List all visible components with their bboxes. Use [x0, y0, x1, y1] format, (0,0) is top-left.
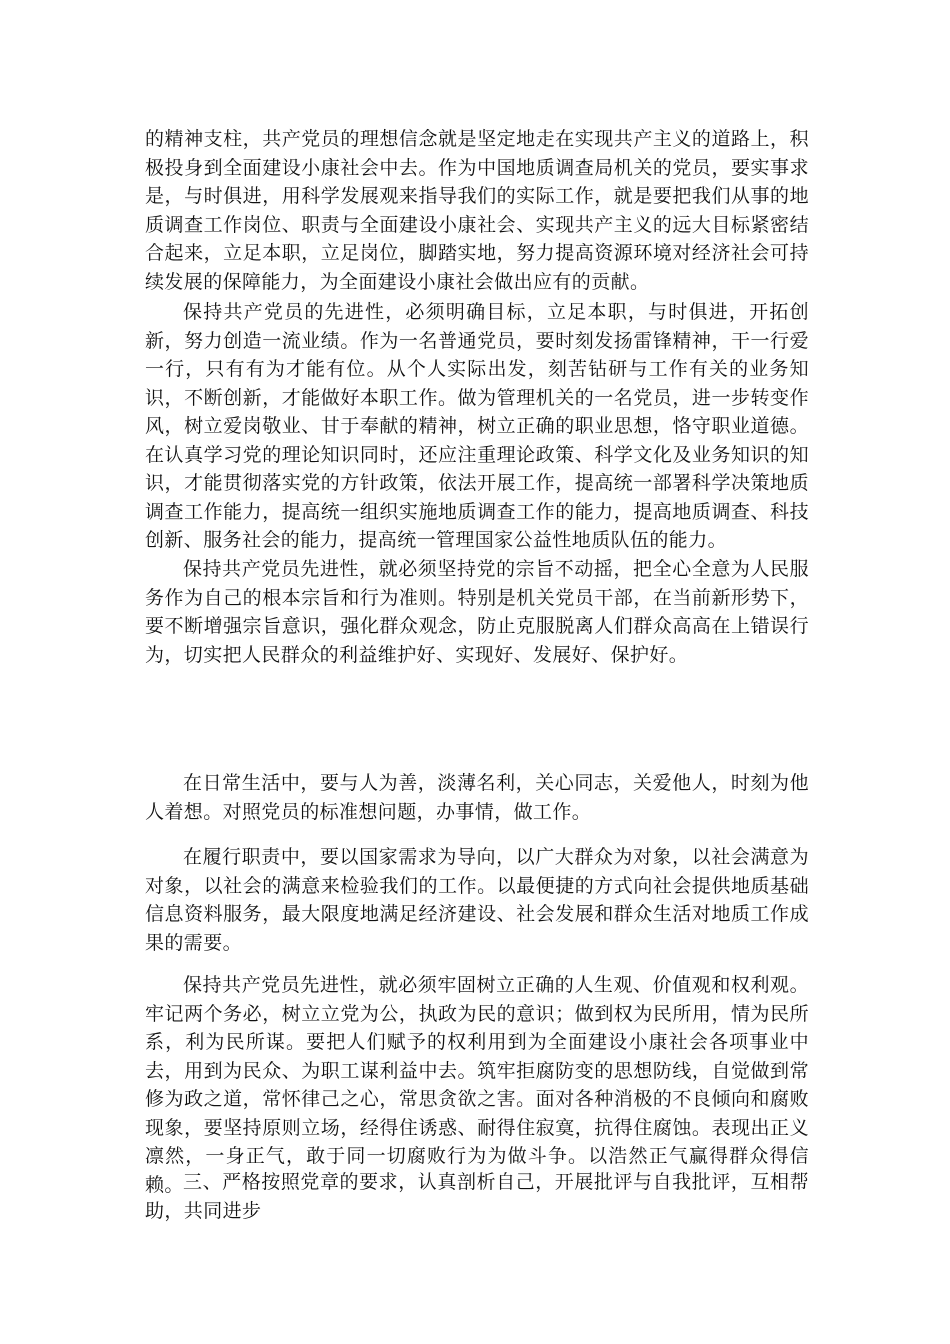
paragraph-continued: 的精神支柱，共产党员的理想信念就是坚定地走在实现共产主义的道路上，积极投身到全面建设小康社会中去。作为中国地质调查局机关的党员，要实事求是，与时俱进，用科学发展观来指导我们的实际工作，就是要把我们从事的地质调查工作岗位、职责与全面建设小康社会、实现共产主义的远大目标紧密结合起来，立足本职，立足岗位，脚踏实地，努力提高资源环境对经济社会可持续发展的保障能力，为全面建设小康社会做出应有的贡献。 [145, 128, 809, 293]
paragraph-values: 保持共产党员先进性，就必须牢固树立正确的人生观、价值观和权利观。牢记两个务必，树立立党为公，执政为民的意识；做到权为民所用，情为民所系，利为民所谋。要把人们赋予的权利用到为全面建设小康社会各项事业中去，用到为民众、为职工谋利益中去。筑牢拒腐防变的思想防线，自觉做到常修为政之道，常怀律己之心，常思贪欲之害。面对各种消极的不良倾向和腐败现象，要坚持原则立场，经得住诱惑、耐得住寂寞，抗得住腐蚀。表现出正义凛然，一身正气，敢于同一切腐败行为为做斗争。以浩然正气赢得群众得信赖。 [145, 974, 809, 1196]
section-heading-three: 三、严格按照党章的要求，认真剖析自己，开展批评与自我批评，互相帮助，共同进步 [145, 1171, 809, 1222]
paragraph-party-purpose: 保持共产党员先进性，就必须坚持党的宗旨不动摇，把全心全意为人民服务作为自己的根本宗旨和行为准则。特别是机关党员干部，在当前新形势下，要不断增强宗旨意识，强化群众观念，防止克服脱离人们群众高高在上错误行为，切实把人民群众的利益维护好、实现好、发展好、保护好。 [145, 558, 809, 666]
paragraph-duties: 在履行职责中，要以国家需求为导向，以广大群众为对象，以社会满意为对象，以社会的满意来检验我们的工作。以最便捷的方式向社会提供地质基础信息资料服务，最大限度地满足经济建设、社会发展和群众生活对地质工作成果的需要。 [145, 846, 809, 954]
paragraph-advancement-goals: 保持共产党员的先进性，必须明确目标，立足本职，与时俱进，开拓创新，努力创造一流业绩。作为一名普通党员，要时刻发扬雷锋精神，干一行爱一行，只有有为才能有位。从个人实际出发，刻苦钻研与工作有关的业务知识，不断创新，才能做好本职工作。做为管理机关的一名党员，进一步转变作风，树立爱岗敬业、甘于奉献的精神，树立正确的职业思想，恪守职业道德。在认真学习党的理论知识同时，还应注重理论政策、科学文化及业务知识的知识，才能贯彻落实党的方针政策，依法开展工作，提高统一部署科学决策地质调查工作能力，提高统一组织实施地质调查工作的能力，提高地质调查、科技创新、服务社会的能力，提高统一管理国家公益性地质队伍的能力。 [145, 301, 809, 551]
paragraph-daily-life: 在日常生活中，要与人为善，淡薄名利，关心同志，关爱他人，时刻为他人着想。对照党员的标准想问题，办事情，做工作。 [145, 772, 809, 823]
